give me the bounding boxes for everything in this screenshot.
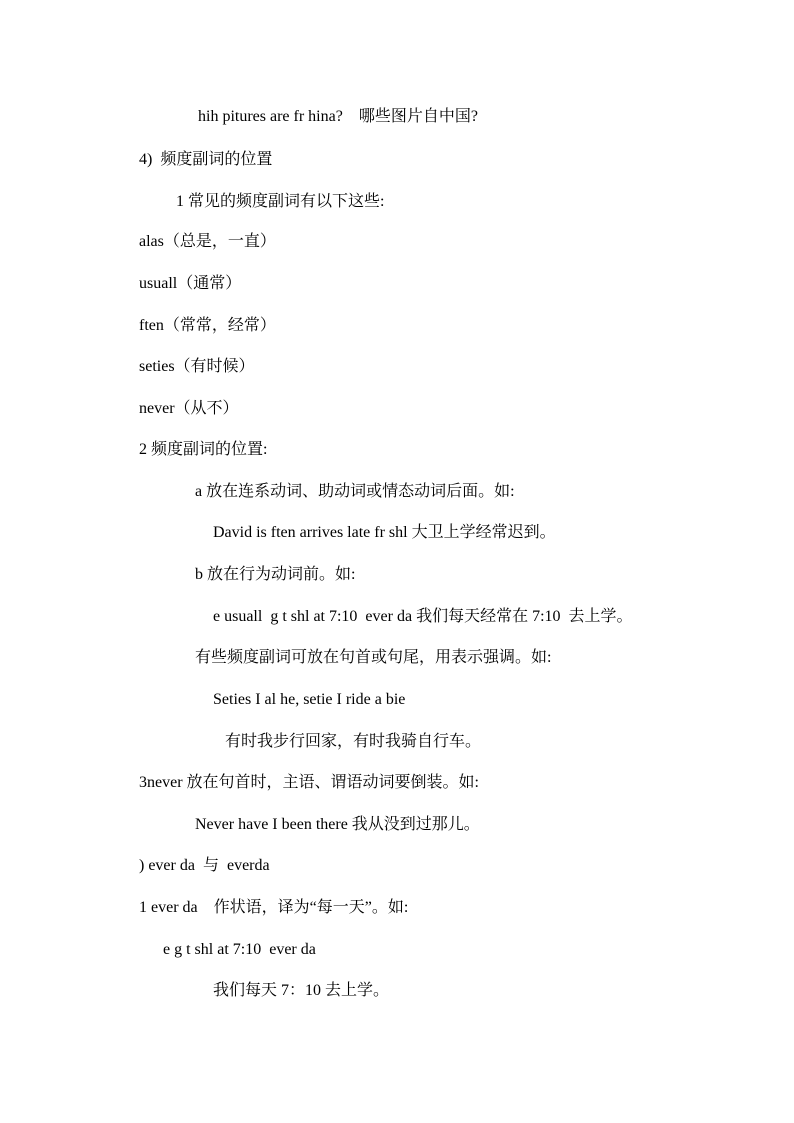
text-line: hih pitures are fr hina? 哪些图片自中国? (198, 108, 478, 125)
text-line: 2 频度副词的位置: (139, 441, 268, 458)
text-line: 1 常见的频度副词有以下这些: (176, 193, 385, 210)
section-heading: ) ever da 与 everda (139, 857, 270, 874)
example-translation: 有时我步行回家，有时我骑自行车。 (225, 733, 482, 750)
text-line: 3never 放在句首时，主语、谓语动词要倒装。如: (139, 774, 479, 791)
text-line: 有些频度副词可放在句首或句尾，用表示强调。如: (195, 649, 552, 666)
section-heading: 4) 频度副词的位置 (139, 151, 273, 168)
text-line: 1 ever da 作状语，译为“每一天”。如: (139, 899, 409, 916)
example-line: Never have I been there 我从没到过那儿。 (195, 816, 480, 833)
text-line: b 放在行为动词前。如: (195, 566, 356, 583)
example-line: e g t shl at 7:10 ever da (163, 941, 316, 958)
list-item: alas（总是，一直） (139, 233, 276, 250)
example-line: e usuall g t shl at 7:10 ever da 我们每天经常在 7:10 去上学。 (213, 608, 633, 625)
example-translation: 我们每天 7：10 去上学。 (213, 982, 390, 999)
list-item: usuall（通常） (139, 275, 242, 292)
example-line: Seties I al he, setie I ride a bie (213, 691, 406, 708)
example-line: David is ften arrives late fr shl 大卫上学经常迟到。 (213, 524, 556, 541)
list-item: never（从不） (139, 400, 239, 417)
text-line: a 放在连系动词、助动词或情态动词后面。如: (195, 483, 515, 500)
list-item: ften（常常，经常） (139, 317, 276, 334)
list-item: seties（有时候） (139, 358, 255, 375)
